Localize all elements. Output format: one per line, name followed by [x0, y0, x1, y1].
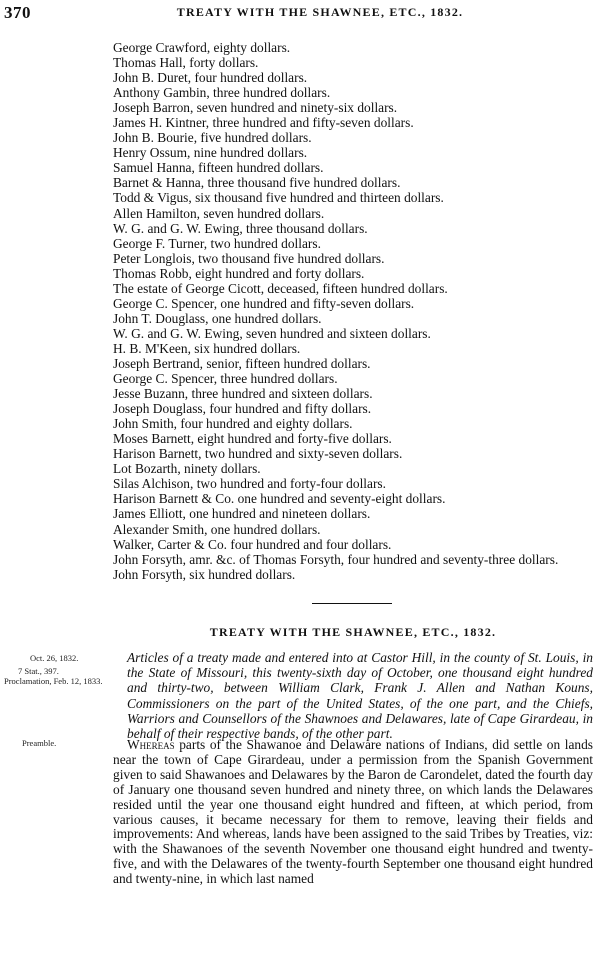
- claim-item: George F. Turner, two hundred dollars.: [113, 235, 321, 251]
- claim-item: George C. Spencer, three hundred dollars.: [113, 371, 338, 387]
- section-divider: [312, 603, 392, 604]
- claim-item: W. G. and G. W. Ewing, three thousand dollars.: [113, 220, 368, 236]
- margin-note-proclamation: Proclamation, Feb. 12, 1833.: [4, 676, 103, 686]
- claim-item: H. B. M'Keen, six hundred dollars.: [113, 340, 301, 356]
- claim-item: Joseph Barron, seven hundred and ninety-six dollars.: [113, 100, 398, 116]
- claim-item: John Smith, four hundred and eighty dollars.: [113, 416, 353, 432]
- claim-item: Joseph Bertrand, senior, fifteen hundred dollars.: [113, 355, 371, 371]
- claim-item: Harison Barnett & Co. one hundred and seventy-eight dollars.: [113, 491, 446, 507]
- claim-item: John B. Duret, four hundred dollars.: [113, 70, 308, 86]
- claim-item: The estate of George Cicott, deceased, fifteen hundred dollars.: [113, 280, 448, 296]
- claim-item: Jesse Buzann, three hundred and sixteen dollars.: [113, 386, 373, 402]
- claim-item: Joseph Douglass, four hundred and fifty dollars.: [113, 401, 372, 417]
- page-number: 370: [4, 3, 31, 22]
- claim-item: Peter Longlois, two thousand five hundred dollars.: [113, 250, 385, 266]
- claim-item: Anthony Gambin, three hundred dollars.: [113, 85, 331, 101]
- claim-item: John T. Douglass, one hundred dollars.: [113, 310, 322, 326]
- claim-item: George Crawford, eighty dollars.: [113, 40, 291, 55]
- preamble-body: parts of the Shawanoe and Delaware nations of Indians, did settle on lands near the town of Cape Girardeau, under a permission from the Spanish Government given to said Shawanoes and Delawares by the Baron de Carondelet, dated the fourth day of January one thousand seven hundred and ninety three, on which lands the Delawares resided until the year one thousand eight hundred and fifteen, at which period, from various causes, it became necessary for them to remove, leaving their fields and improvements: And whereas, lands have been assigned to the said Tribes by Treaties, viz: with the Shawanoes of the seventh November one thousand eight hundred and twenty-five, and with the Delawares of the twenty-fourth September one thousand eight hundred and twenty-nine, in which last named: [113, 737, 593, 887]
- articles-intro: Articles of a treaty made and entered into at Castor Hill, in the county of St. Louis, in the State of Missouri, this twenty-sixth day of October, one thousand eight hundred and thirty-two, between William Clark, Frank J. Allen and Nathan Kouns, Commissioners on the part of the United States, of the one part, and the Chiefs, Warriors and Counsellors of the Shawnoes and Delawares, late of Cape Girardeau, in behalf of their respective bands, of the other part.: [127, 650, 593, 742]
- claim-item: George C. Spencer, one hundred and fifty-seven dollars.: [113, 295, 415, 311]
- claim-item: Henry Ossum, nine hundred dollars.: [113, 145, 308, 161]
- claim-item: John Forsyth, six hundred dollars.: [113, 566, 296, 582]
- claim-item: Samuel Hanna, fifteen hundred dollars.: [113, 160, 324, 176]
- claim-item: Silas Alchison, two hundred and forty-four dollars.: [113, 476, 386, 492]
- claim-item: James Elliott, one hundred and nineteen dollars.: [113, 506, 371, 522]
- claim-item: Allen Hamilton, seven hundred dollars.: [113, 205, 325, 221]
- claim-item: Alexander Smith, one hundred dollars.: [113, 521, 321, 537]
- claim-item: Thomas Hall, forty dollars.: [113, 55, 259, 71]
- claim-item: Barnet & Hanna, three thousand five hundred dollars.: [113, 175, 401, 191]
- claim-item: John B. Bourie, five hundred dollars.: [113, 130, 312, 146]
- claim-item: W. G. and G. W. Ewing, seven hundred and sixteen dollars.: [113, 325, 431, 341]
- preamble-paragraph: [113, 738, 593, 887]
- claim-item: Lot Bozarth, ninety dollars.: [113, 461, 261, 477]
- claim-item: Thomas Robb, eight hundred and forty dollars.: [113, 265, 365, 281]
- preamble-lead-word: Whereas: [127, 737, 175, 752]
- section-title: TREATY WITH THE SHAWNEE, ETC., 1832.: [209, 625, 497, 639]
- margin-note-date: Oct. 26, 1832.: [30, 653, 79, 663]
- claims-list: [113, 40, 593, 582]
- claim-item: John Forsyth, amr. &c. of Thomas Forsyth, four hundred and seventy-three dollars.: [113, 551, 559, 567]
- claim-item: Harison Barnett, two hundred and sixty-seven dollars.: [113, 446, 403, 462]
- claim-item: James H. Kintner, three hundred and fifty-seven dollars.: [113, 115, 414, 131]
- claim-item: Walker, Carter & Co. four hundred and four dollars.: [113, 536, 392, 552]
- claim-item: Todd & Vigus, six thousand five hundred and thirteen dollars.: [113, 190, 444, 206]
- running-head: TREATY WITH THE SHAWNEE, ETC., 1832.: [176, 5, 464, 19]
- margin-note-statute: 7 Stat., 397.: [18, 666, 59, 676]
- margin-note-preamble: Preamble.: [22, 738, 57, 748]
- claim-item: Moses Barnett, eight hundred and forty-five dollars.: [113, 431, 392, 447]
